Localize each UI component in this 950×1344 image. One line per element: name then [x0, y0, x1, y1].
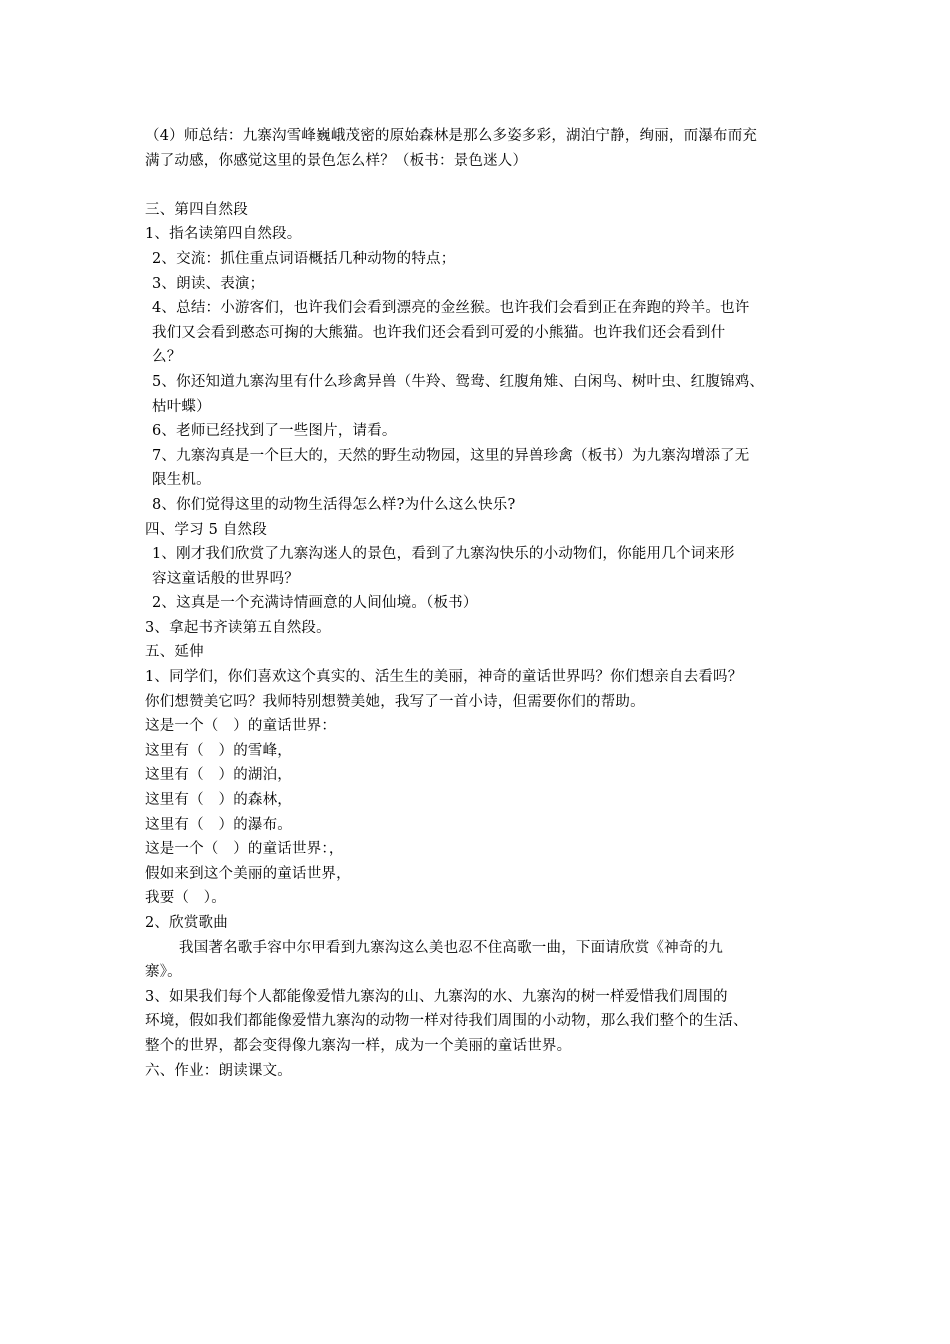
list-item-continuation: 容这童话般的世界吗？: [152, 570, 299, 587]
list-item-continuation: 你们想赞美它吗？我师特别想赞美她，我写了一首小诗，但需要你们的帮助。: [145, 693, 645, 710]
poem-line: 这里有（ ）的瀑布。: [145, 816, 292, 833]
section-heading-3: 三、第四自然段: [145, 201, 248, 218]
paragraph-line: 寨》。: [145, 964, 182, 981]
list-item-continuation: 限生机。: [152, 472, 211, 489]
poem-line: 假如来到这个美丽的童话世界，: [145, 865, 351, 882]
list-item-continuation: 环境，假如我们都能像爱惜九寨沟的动物一样对待我们周围的小动物，那么我们整个的生活、: [145, 1013, 748, 1030]
blank-line: [145, 173, 825, 198]
list-item: 4、总结：小游客们，也许我们会看到漂亮的金丝猴。也许我们会看到正在奔跑的羚羊。也许: [152, 300, 750, 317]
list-item: 2、这真是一个充满诗情画意的人间仙境。（板书）: [152, 595, 478, 612]
poem-line: 这里有（ ）的森林，: [145, 792, 292, 809]
list-item: 1、同学们，你们喜欢这个真实的、活生生的美丽，神奇的童话世界吗？你们想亲自去看吗？: [145, 669, 743, 686]
paragraph-line: 我国著名歌手容中尔甲看到九寨沟这么美也忍不住高歌一曲，下面请欣赏《神奇的九: [179, 939, 723, 956]
list-item: 3、如果我们每个人都能像爱惜九寨沟的山、九寨沟的水、九寨沟的树一样爱惜我们周围的: [145, 988, 728, 1005]
poem-line: 这里有（ ）的雪峰，: [145, 742, 292, 759]
text-line-summary-2: 满了动感，你感觉这里的景色怎么样？（板书：景色迷人）: [145, 152, 528, 169]
list-item: 1、刚才我们欣赏了九寨沟迷人的景色，看到了九寨沟快乐的小动物们，你能用几个词来形: [152, 546, 735, 563]
list-item: 2、欣赏歌曲: [145, 915, 228, 931]
text-line-summary-1: （4）师总结：九寨沟雪峰巍峨茂密的原始森林是那么多姿多彩，湖泊宁静，绚丽，而瀑布而充: [145, 128, 758, 144]
section-heading-6: 六、作业：朗读课文。: [145, 1062, 292, 1079]
list-item: 1、指名读第四自然段。: [145, 226, 302, 243]
list-item: 3、朗读、表演；: [152, 275, 265, 292]
poem-line: 这里有（ ）的湖泊，: [145, 767, 292, 784]
list-item: 2、交流：抓住重点词语概括几种动物的特点；: [152, 250, 456, 267]
list-item-continuation: 枯叶蝶）: [152, 398, 211, 415]
list-item: 6、老师已经找到了一些图片，请看。: [152, 423, 397, 440]
list-item-continuation: 我们又会看到憨态可掬的大熊猫。也许我们还会看到可爱的小熊猫。也许我们还会看到什: [152, 324, 726, 341]
list-item-continuation: 整个的世界，都会变得像九寨沟一样，成为一个美丽的童话世界。: [145, 1037, 572, 1054]
list-item: 3、拿起书齐读第五自然段。: [145, 619, 331, 636]
list-item: 7、九寨沟真是一个巨大的，天然的野生动物园，这里的异兽珍禽（板书）为九寨沟增添了无: [152, 447, 750, 464]
list-item-continuation: 么？: [152, 349, 182, 366]
poem-line: 我要（ ）。: [145, 890, 226, 907]
section-heading-4: 四、学习 5 自然段: [145, 521, 267, 538]
list-item: 5、你还知道九寨沟里有什么珍禽异兽（牛羚、鸳鸯、红腹角雉、白闲鸟、树叶虫、红腹锦鸡、: [152, 373, 765, 390]
document-page: [145, 124, 825, 1083]
poem-line: 这是一个（ ）的童话世界：: [145, 718, 337, 735]
poem-line: 这是一个（ ）的童话世界：，: [145, 841, 344, 858]
list-item: 8、你们觉得这里的动物生活得怎么样?为什么这么快乐?: [152, 496, 516, 513]
section-heading-5: 五、延伸: [145, 644, 204, 661]
